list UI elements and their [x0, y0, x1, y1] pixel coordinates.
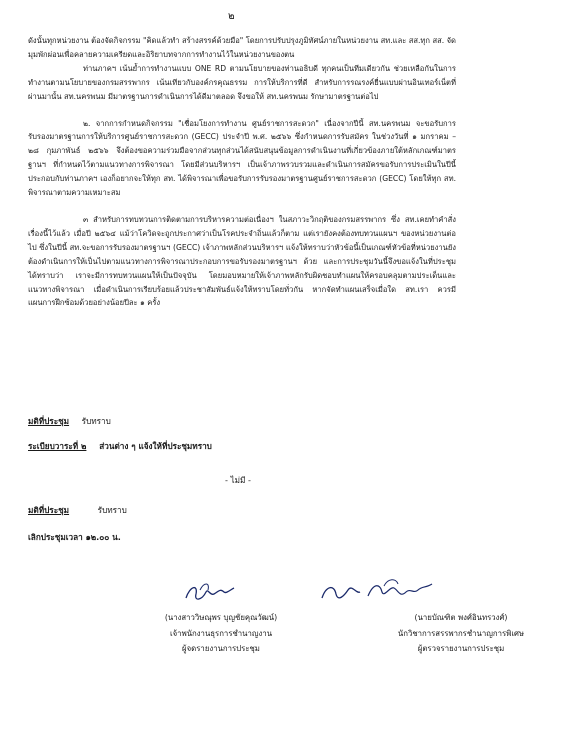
- none-text: - ไม่มี -: [224, 475, 252, 485]
- reviewer-name: (นายบัณฑิต พงศ์อินทรวงศ์): [414, 613, 508, 622]
- recorder-position: เจ้าพนักงานธุรการชำนาญงาน: [169, 628, 273, 638]
- body-text: [28, 34, 456, 310]
- resolution-2-label: มติที่ประชุม: [28, 505, 70, 515]
- paragraph-3: ๒. จากการกำหนดกิจกรรม "เชื่อมโยงการทำงาน ศูนย์ราชการสะดวก" เนื่องจากปีนี้ สท.นครพนม จะขอรับการรับรองมาตรฐานการให้บริการศูนย์ราชการสะดวก (GECC) ประจำปี พ.ศ. ๒๕๖๖ ซึ่งกำหนดการรับสมัคร ในช่วงวันที่ ๑ มกราคม – ๒๘ กุมภาพันธ์ ๒๕๖๖ จึงต้องขอความร่วมมือจากส่วนทุกส่วนได้สนับสนุนข้อมูลการดำเนินงานที่เกี่ยวข้องภายใต้หลักเกณฑ์มาตรฐานฯ ที่กำหนดไว้ตามแนวทางการพิจารณา โดยมีส่วนบริหารฯ เป็นเจ้าภาพรวบรวมและดำเนินการสมัครขอรับการประเมินในปีนี้ ประกอบกับท่านภาคฯ เองก็อยากจะให้ทุก สท. ได้พิจารณาเพื่อขอรับการรับรองมาตรฐานศูนย์ราชการสะดวก (GECC) โดยให้ทุก สท. พิจารณาตามความเหมาะสม: [28, 118, 456, 198]
- agenda-item: [28, 440, 212, 453]
- signature-block-recorder: [116, 610, 326, 657]
- reviewer-position: นักวิชาการสรรพากรชำนาญการพิเศษ: [397, 628, 525, 638]
- resolution-1-label: มติที่ประชุม: [28, 416, 70, 426]
- recorder-name: (นางสาววิษณุพร บุญชัยคุณวัฒน์): [164, 613, 278, 622]
- right-signature-image: [318, 576, 438, 610]
- agenda-label: ระเบียบวาระที่ ๒: [28, 441, 87, 451]
- paragraph-4: ๓ สำหรับการทบทวนการติดตามการบริหารความต่อเนื่องฯ ในสภาวะวิกฤติของกรมสรรพากร ซึ่ง สท.เคยทำคำสั่งเรื่องนี้ไว้แล้ว เมื่อปี ๒๕๖๔ แม้ว่าโควิดจะถูกประกาศว่าเป็นโรคประจำถิ่นแล้วก็ตาม แต่เรายังคงต้องทบทวนแผนฯ ของหน่วยงานต่อไป ซึ่งในปีนี้ สท.จะขอการรับรองมาตรฐานฯ (GECC) เจ้าภาพหลักส่วนบริหารฯ แจ้งให้ทราบว่าหัวข้อนี้เป็นเกณฑ์หัวข้อที่หน่วยงานยังต้องดำเนินการให้เป็นไปตามแนวทางการพิจารณาประกอบการขอรับรองมาตรฐานฯ ด้วย และการประชุมวันนี้จึงขอแจ้งในที่ประชุมได้ทราบว่า เราจะมีการทบทวนแผนให้เป็นปัจจุบัน โดยมอบหมายให้เจ้าภาพหลักรับผิดชอบทำแผนให้ครอบคลุมตามประเด็นและแนวทางพิจารณา เมื่อดำเนินการเรียบร้อยแล้วประชาสัมพันธ์แจ้งให้ทราบโดยทั่วกัน หากจัดทำแผนเสร็จเมื่อใด สท.เรา ควรมีแผนการฝึกซ้อมด้วยอย่างน้อยปีละ ๑ ครั้ง: [28, 214, 456, 308]
- resolution-1: [28, 415, 111, 428]
- resolution-2-value: รับทราบ: [97, 505, 127, 515]
- recorder-role: ผู้จดรายงานการประชุม: [182, 644, 260, 653]
- resolution-1-value: รับทราบ: [81, 416, 111, 426]
- paragraph-2: ท่านภาคฯ เน้นย้ำการทำงานแบบ ONE RD ตามนโยบายของท่านอธิบดี ทุกคนเป็นทีมเดียวกัน ช่วยเหลือกันในการทำงานตามนโยบายของกรมสรรพากร เน้นเทียวกับองค์กรคุณธรรม การให้บริการที่ดี สำหรับการรณรงค์ยื่นแบบผ่านอินเทอร์เน็ตที่ผ่านมานั้น สท.นครพนม มีมาตรฐานการดำเนินการได้ดีมาตลอด จึงขอให้ สท.นครพนม รักษามาตรฐานต่อไป: [28, 63, 456, 101]
- signature-block-reviewer: [356, 610, 566, 657]
- paragraph-1: ดังนั้นทุกหน่วยงาน ต้องจัดกิจกรรม "คิดแล้วทำ สร้างสรรค์ด้วยมือ" โดยการปรับปรุงภูมิทัศน์ภายในหน่วยงาน สท.และ สส.ทุก สส. จัดมุมพักผ่อนเพื่อคลายความเครียดและอิริยาบทจากการทำงานไว้ในหน่วยงานของตน: [28, 36, 456, 59]
- page-number: ๒: [228, 11, 235, 22]
- closing-time: เลิกประชุมเวลา ๑๒.๐๐ น.: [28, 532, 121, 542]
- resolution-2: [28, 504, 127, 517]
- agenda-title: ส่วนต่าง ๆ แจ้งให้ที่ประชุมทราบ: [99, 441, 212, 451]
- left-signature-image: [180, 578, 240, 608]
- reviewer-role: ผู้ตรวจรายงานการประชุม: [417, 644, 505, 653]
